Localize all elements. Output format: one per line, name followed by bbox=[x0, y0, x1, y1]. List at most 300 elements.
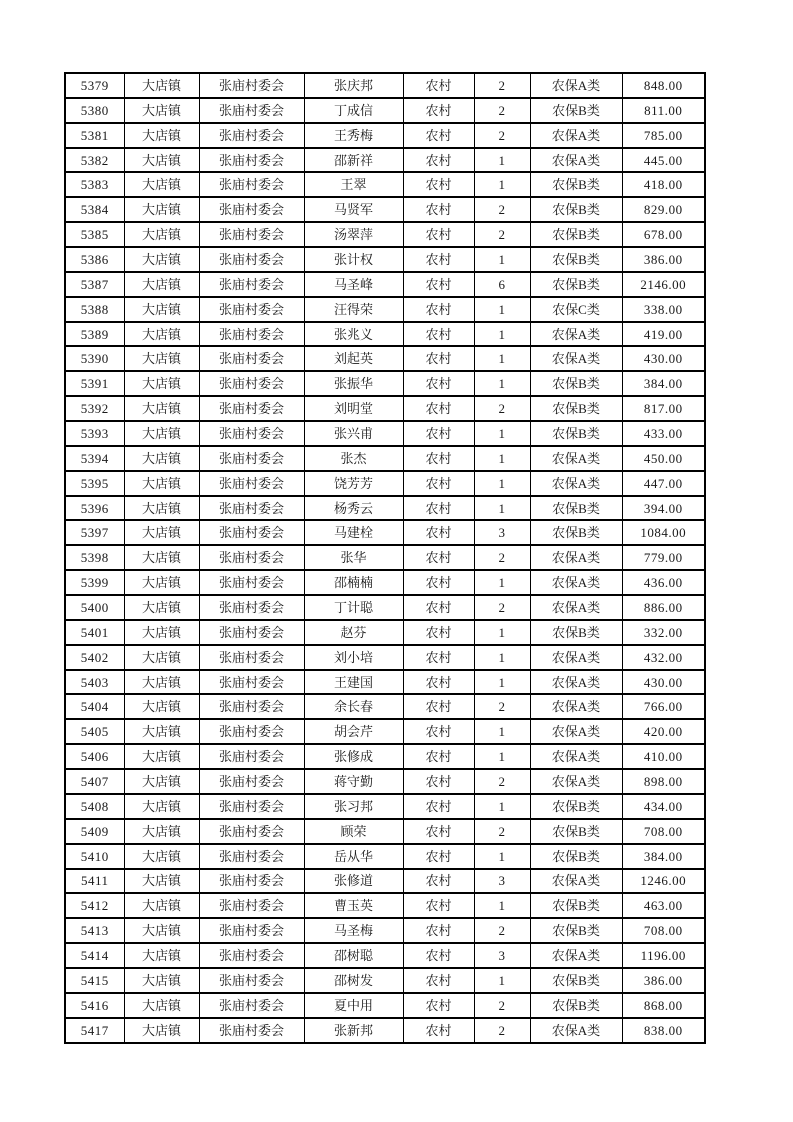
cell-insurance-category: 农保B类 bbox=[530, 172, 622, 197]
cell-residence-type: 农村 bbox=[403, 943, 474, 968]
cell-insurance-category: 农保B类 bbox=[530, 918, 622, 943]
cell-residence-type: 农村 bbox=[403, 744, 474, 769]
cell-person-count: 2 bbox=[474, 769, 530, 794]
cell-person-count: 1 bbox=[474, 247, 530, 272]
cell-residence-type: 农村 bbox=[403, 769, 474, 794]
cell-town: 大店镇 bbox=[124, 396, 199, 421]
cell-record-id: 5405 bbox=[65, 719, 124, 744]
table-row bbox=[65, 222, 705, 247]
cell-person-count: 2 bbox=[474, 918, 530, 943]
cell-amount: 386.00 bbox=[622, 968, 705, 993]
cell-amount: 838.00 bbox=[622, 1018, 705, 1043]
cell-insurance-category: 农保B类 bbox=[530, 197, 622, 222]
cell-amount: 766.00 bbox=[622, 694, 705, 719]
cell-town: 大店镇 bbox=[124, 346, 199, 371]
cell-person-count: 1 bbox=[474, 421, 530, 446]
cell-residence-type: 农村 bbox=[403, 794, 474, 819]
cell-residence-type: 农村 bbox=[403, 496, 474, 521]
cell-amount: 450.00 bbox=[622, 446, 705, 471]
cell-insurance-category: 农保B类 bbox=[530, 396, 622, 421]
cell-person-count: 1 bbox=[474, 794, 530, 819]
cell-person-count: 2 bbox=[474, 545, 530, 570]
table-row bbox=[65, 918, 705, 943]
cell-village-committee: 张庙村委会 bbox=[199, 421, 304, 446]
cell-person-name: 汤翠萍 bbox=[304, 222, 403, 247]
cell-amount: 708.00 bbox=[622, 918, 705, 943]
cell-amount: 432.00 bbox=[622, 645, 705, 670]
cell-person-name: 杨秀云 bbox=[304, 496, 403, 521]
cell-person-name: 张习邦 bbox=[304, 794, 403, 819]
cell-town: 大店镇 bbox=[124, 943, 199, 968]
cell-amount: 785.00 bbox=[622, 123, 705, 148]
cell-insurance-category: 农保B类 bbox=[530, 819, 622, 844]
cell-village-committee: 张庙村委会 bbox=[199, 794, 304, 819]
cell-residence-type: 农村 bbox=[403, 197, 474, 222]
cell-town: 大店镇 bbox=[124, 694, 199, 719]
cell-insurance-category: 农保B类 bbox=[530, 993, 622, 1018]
cell-record-id: 5398 bbox=[65, 545, 124, 570]
cell-village-committee: 张庙村委会 bbox=[199, 943, 304, 968]
cell-person-name: 邵树发 bbox=[304, 968, 403, 993]
cell-amount: 410.00 bbox=[622, 744, 705, 769]
cell-town: 大店镇 bbox=[124, 297, 199, 322]
cell-village-committee: 张庙村委会 bbox=[199, 123, 304, 148]
cell-village-committee: 张庙村委会 bbox=[199, 371, 304, 396]
cell-amount: 434.00 bbox=[622, 794, 705, 819]
table-row bbox=[65, 322, 705, 347]
cell-person-name: 丁成信 bbox=[304, 98, 403, 123]
cell-residence-type: 农村 bbox=[403, 670, 474, 695]
cell-amount: 779.00 bbox=[622, 545, 705, 570]
cell-insurance-category: 农保A类 bbox=[530, 123, 622, 148]
cell-person-count: 1 bbox=[474, 297, 530, 322]
cell-insurance-category: 农保A类 bbox=[530, 545, 622, 570]
cell-village-committee: 张庙村委会 bbox=[199, 172, 304, 197]
table-row bbox=[65, 272, 705, 297]
table-row bbox=[65, 471, 705, 496]
cell-person-name: 饶芳芳 bbox=[304, 471, 403, 496]
cell-person-name: 余长春 bbox=[304, 694, 403, 719]
cell-town: 大店镇 bbox=[124, 719, 199, 744]
cell-village-committee: 张庙村委会 bbox=[199, 520, 304, 545]
cell-person-name: 汪得荣 bbox=[304, 297, 403, 322]
cell-insurance-category: 农保A类 bbox=[530, 446, 622, 471]
cell-residence-type: 农村 bbox=[403, 869, 474, 894]
table-row bbox=[65, 694, 705, 719]
cell-insurance-category: 农保A类 bbox=[530, 471, 622, 496]
cell-record-id: 5410 bbox=[65, 844, 124, 869]
cell-town: 大店镇 bbox=[124, 172, 199, 197]
cell-village-committee: 张庙村委会 bbox=[199, 247, 304, 272]
cell-town: 大店镇 bbox=[124, 247, 199, 272]
cell-person-name: 曹玉英 bbox=[304, 893, 403, 918]
cell-residence-type: 农村 bbox=[403, 446, 474, 471]
table-row bbox=[65, 396, 705, 421]
table-row bbox=[65, 172, 705, 197]
cell-village-committee: 张庙村委会 bbox=[199, 595, 304, 620]
cell-record-id: 5385 bbox=[65, 222, 124, 247]
cell-town: 大店镇 bbox=[124, 620, 199, 645]
cell-record-id: 5386 bbox=[65, 247, 124, 272]
cell-person-count: 1 bbox=[474, 968, 530, 993]
cell-record-id: 5393 bbox=[65, 421, 124, 446]
cell-insurance-category: 农保B类 bbox=[530, 496, 622, 521]
cell-person-name: 顾荣 bbox=[304, 819, 403, 844]
table-row bbox=[65, 943, 705, 968]
cell-amount: 420.00 bbox=[622, 719, 705, 744]
cell-person-count: 1 bbox=[474, 893, 530, 918]
cell-residence-type: 农村 bbox=[403, 893, 474, 918]
table-row bbox=[65, 73, 705, 98]
table-row bbox=[65, 545, 705, 570]
table-row bbox=[65, 297, 705, 322]
cell-amount: 2146.00 bbox=[622, 272, 705, 297]
cell-town: 大店镇 bbox=[124, 645, 199, 670]
cell-amount: 463.00 bbox=[622, 893, 705, 918]
cell-residence-type: 农村 bbox=[403, 545, 474, 570]
cell-town: 大店镇 bbox=[124, 496, 199, 521]
cell-record-id: 5384 bbox=[65, 197, 124, 222]
cell-record-id: 5400 bbox=[65, 595, 124, 620]
cell-town: 大店镇 bbox=[124, 123, 199, 148]
cell-person-name: 蒋守勤 bbox=[304, 769, 403, 794]
cell-person-name: 张计权 bbox=[304, 247, 403, 272]
cell-insurance-category: 农保A类 bbox=[530, 322, 622, 347]
cell-record-id: 5402 bbox=[65, 645, 124, 670]
cell-record-id: 5392 bbox=[65, 396, 124, 421]
cell-village-committee: 张庙村委会 bbox=[199, 645, 304, 670]
cell-village-committee: 张庙村委会 bbox=[199, 968, 304, 993]
cell-person-name: 王秀梅 bbox=[304, 123, 403, 148]
cell-town: 大店镇 bbox=[124, 844, 199, 869]
cell-town: 大店镇 bbox=[124, 222, 199, 247]
benefits-table bbox=[64, 72, 706, 1044]
cell-person-name: 刘明堂 bbox=[304, 396, 403, 421]
cell-person-name: 邵树聪 bbox=[304, 943, 403, 968]
cell-person-count: 1 bbox=[474, 645, 530, 670]
cell-village-committee: 张庙村委会 bbox=[199, 322, 304, 347]
cell-record-id: 5382 bbox=[65, 148, 124, 173]
table-row bbox=[65, 719, 705, 744]
cell-town: 大店镇 bbox=[124, 918, 199, 943]
cell-person-count: 1 bbox=[474, 744, 530, 769]
cell-record-id: 5407 bbox=[65, 769, 124, 794]
cell-amount: 886.00 bbox=[622, 595, 705, 620]
cell-amount: 394.00 bbox=[622, 496, 705, 521]
cell-amount: 1246.00 bbox=[622, 869, 705, 894]
cell-person-count: 1 bbox=[474, 620, 530, 645]
table-row bbox=[65, 148, 705, 173]
cell-person-name: 张修道 bbox=[304, 869, 403, 894]
cell-town: 大店镇 bbox=[124, 993, 199, 1018]
cell-insurance-category: 农保B类 bbox=[530, 247, 622, 272]
cell-person-count: 2 bbox=[474, 993, 530, 1018]
cell-town: 大店镇 bbox=[124, 545, 199, 570]
cell-town: 大店镇 bbox=[124, 471, 199, 496]
cell-village-committee: 张庙村委会 bbox=[199, 98, 304, 123]
cell-residence-type: 农村 bbox=[403, 918, 474, 943]
cell-person-name: 马建栓 bbox=[304, 520, 403, 545]
cell-residence-type: 农村 bbox=[403, 172, 474, 197]
cell-amount: 678.00 bbox=[622, 222, 705, 247]
cell-person-count: 1 bbox=[474, 371, 530, 396]
cell-town: 大店镇 bbox=[124, 520, 199, 545]
cell-residence-type: 农村 bbox=[403, 322, 474, 347]
cell-village-committee: 张庙村委会 bbox=[199, 496, 304, 521]
cell-person-count: 2 bbox=[474, 694, 530, 719]
cell-village-committee: 张庙村委会 bbox=[199, 918, 304, 943]
cell-village-committee: 张庙村委会 bbox=[199, 148, 304, 173]
cell-amount: 817.00 bbox=[622, 396, 705, 421]
cell-insurance-category: 农保A类 bbox=[530, 1018, 622, 1043]
cell-town: 大店镇 bbox=[124, 893, 199, 918]
cell-town: 大店镇 bbox=[124, 73, 199, 98]
cell-insurance-category: 农保A类 bbox=[530, 645, 622, 670]
cell-amount: 338.00 bbox=[622, 297, 705, 322]
cell-person-name: 张兴甫 bbox=[304, 421, 403, 446]
cell-town: 大店镇 bbox=[124, 819, 199, 844]
cell-person-count: 2 bbox=[474, 595, 530, 620]
table-row bbox=[65, 123, 705, 148]
cell-record-id: 5381 bbox=[65, 123, 124, 148]
cell-town: 大店镇 bbox=[124, 148, 199, 173]
cell-person-count: 1 bbox=[474, 172, 530, 197]
cell-person-count: 2 bbox=[474, 197, 530, 222]
cell-amount: 848.00 bbox=[622, 73, 705, 98]
cell-village-committee: 张庙村委会 bbox=[199, 769, 304, 794]
cell-town: 大店镇 bbox=[124, 98, 199, 123]
cell-amount: 430.00 bbox=[622, 346, 705, 371]
cell-residence-type: 农村 bbox=[403, 123, 474, 148]
cell-town: 大店镇 bbox=[124, 869, 199, 894]
cell-person-name: 马圣峰 bbox=[304, 272, 403, 297]
cell-person-count: 1 bbox=[474, 570, 530, 595]
cell-residence-type: 农村 bbox=[403, 719, 474, 744]
table-row bbox=[65, 844, 705, 869]
cell-person-name: 张修成 bbox=[304, 744, 403, 769]
cell-residence-type: 农村 bbox=[403, 148, 474, 173]
cell-insurance-category: 农保A类 bbox=[530, 869, 622, 894]
table-row bbox=[65, 570, 705, 595]
cell-person-count: 1 bbox=[474, 322, 530, 347]
table-row bbox=[65, 496, 705, 521]
cell-insurance-category: 农保B类 bbox=[530, 272, 622, 297]
cell-amount: 811.00 bbox=[622, 98, 705, 123]
cell-record-id: 5389 bbox=[65, 322, 124, 347]
cell-residence-type: 农村 bbox=[403, 520, 474, 545]
cell-record-id: 5406 bbox=[65, 744, 124, 769]
table-row bbox=[65, 421, 705, 446]
table-row bbox=[65, 993, 705, 1018]
cell-person-name: 岳从华 bbox=[304, 844, 403, 869]
cell-amount: 829.00 bbox=[622, 197, 705, 222]
cell-village-committee: 张庙村委会 bbox=[199, 719, 304, 744]
cell-residence-type: 农村 bbox=[403, 222, 474, 247]
cell-village-committee: 张庙村委会 bbox=[199, 396, 304, 421]
cell-record-id: 5401 bbox=[65, 620, 124, 645]
cell-town: 大店镇 bbox=[124, 744, 199, 769]
cell-village-committee: 张庙村委会 bbox=[199, 222, 304, 247]
table-row bbox=[65, 197, 705, 222]
cell-person-name: 赵芬 bbox=[304, 620, 403, 645]
cell-record-id: 5391 bbox=[65, 371, 124, 396]
cell-amount: 332.00 bbox=[622, 620, 705, 645]
cell-residence-type: 农村 bbox=[403, 993, 474, 1018]
cell-insurance-category: 农保B类 bbox=[530, 968, 622, 993]
cell-person-name: 张华 bbox=[304, 545, 403, 570]
cell-residence-type: 农村 bbox=[403, 645, 474, 670]
cell-record-id: 5413 bbox=[65, 918, 124, 943]
cell-insurance-category: 农保A类 bbox=[530, 943, 622, 968]
cell-person-name: 张新邦 bbox=[304, 1018, 403, 1043]
cell-village-committee: 张庙村委会 bbox=[199, 1018, 304, 1043]
cell-insurance-category: 农保B类 bbox=[530, 620, 622, 645]
cell-record-id: 5404 bbox=[65, 694, 124, 719]
cell-amount: 1196.00 bbox=[622, 943, 705, 968]
cell-village-committee: 张庙村委会 bbox=[199, 545, 304, 570]
cell-person-name: 丁计聪 bbox=[304, 595, 403, 620]
cell-town: 大店镇 bbox=[124, 371, 199, 396]
cell-village-committee: 张庙村委会 bbox=[199, 694, 304, 719]
cell-person-count: 2 bbox=[474, 123, 530, 148]
cell-person-count: 1 bbox=[474, 719, 530, 744]
table-row bbox=[65, 595, 705, 620]
cell-record-id: 5409 bbox=[65, 819, 124, 844]
cell-amount: 384.00 bbox=[622, 371, 705, 396]
cell-residence-type: 农村 bbox=[403, 694, 474, 719]
cell-person-count: 2 bbox=[474, 73, 530, 98]
cell-village-committee: 张庙村委会 bbox=[199, 620, 304, 645]
cell-insurance-category: 农保A类 bbox=[530, 73, 622, 98]
cell-insurance-category: 农保A类 bbox=[530, 769, 622, 794]
cell-residence-type: 农村 bbox=[403, 1018, 474, 1043]
cell-record-id: 5383 bbox=[65, 172, 124, 197]
cell-residence-type: 农村 bbox=[403, 396, 474, 421]
table-row bbox=[65, 744, 705, 769]
cell-record-id: 5417 bbox=[65, 1018, 124, 1043]
cell-person-count: 2 bbox=[474, 98, 530, 123]
cell-record-id: 5396 bbox=[65, 496, 124, 521]
cell-town: 大店镇 bbox=[124, 421, 199, 446]
cell-village-committee: 张庙村委会 bbox=[199, 73, 304, 98]
table-row bbox=[65, 968, 705, 993]
cell-person-name: 马贤军 bbox=[304, 197, 403, 222]
cell-person-count: 1 bbox=[474, 148, 530, 173]
cell-record-id: 5395 bbox=[65, 471, 124, 496]
cell-insurance-category: 农保B类 bbox=[530, 893, 622, 918]
cell-town: 大店镇 bbox=[124, 570, 199, 595]
cell-insurance-category: 农保B类 bbox=[530, 794, 622, 819]
cell-person-count: 1 bbox=[474, 446, 530, 471]
table-row bbox=[65, 98, 705, 123]
cell-town: 大店镇 bbox=[124, 794, 199, 819]
cell-record-id: 5397 bbox=[65, 520, 124, 545]
cell-person-name: 张杰 bbox=[304, 446, 403, 471]
cell-village-committee: 张庙村委会 bbox=[199, 993, 304, 1018]
cell-record-id: 5390 bbox=[65, 346, 124, 371]
cell-person-count: 6 bbox=[474, 272, 530, 297]
cell-amount: 384.00 bbox=[622, 844, 705, 869]
cell-person-name: 张庆邦 bbox=[304, 73, 403, 98]
cell-amount: 708.00 bbox=[622, 819, 705, 844]
cell-town: 大店镇 bbox=[124, 446, 199, 471]
cell-insurance-category: 农保A类 bbox=[530, 719, 622, 744]
cell-insurance-category: 农保B类 bbox=[530, 844, 622, 869]
table-row bbox=[65, 247, 705, 272]
cell-record-id: 5411 bbox=[65, 869, 124, 894]
cell-person-count: 2 bbox=[474, 1018, 530, 1043]
cell-record-id: 5412 bbox=[65, 893, 124, 918]
cell-village-committee: 张庙村委会 bbox=[199, 446, 304, 471]
cell-residence-type: 农村 bbox=[403, 570, 474, 595]
cell-insurance-category: 农保A类 bbox=[530, 744, 622, 769]
table-row bbox=[65, 819, 705, 844]
cell-person-count: 2 bbox=[474, 819, 530, 844]
cell-record-id: 5416 bbox=[65, 993, 124, 1018]
table-row bbox=[65, 346, 705, 371]
cell-residence-type: 农村 bbox=[403, 98, 474, 123]
cell-person-count: 1 bbox=[474, 346, 530, 371]
cell-insurance-category: 农保C类 bbox=[530, 297, 622, 322]
cell-town: 大店镇 bbox=[124, 670, 199, 695]
cell-amount: 436.00 bbox=[622, 570, 705, 595]
cell-village-committee: 张庙村委会 bbox=[199, 893, 304, 918]
cell-person-name: 张振华 bbox=[304, 371, 403, 396]
table-row bbox=[65, 769, 705, 794]
cell-record-id: 5399 bbox=[65, 570, 124, 595]
cell-person-name: 马圣梅 bbox=[304, 918, 403, 943]
cell-insurance-category: 农保A类 bbox=[530, 670, 622, 695]
cell-amount: 386.00 bbox=[622, 247, 705, 272]
cell-town: 大店镇 bbox=[124, 197, 199, 222]
cell-record-id: 5403 bbox=[65, 670, 124, 695]
cell-person-count: 2 bbox=[474, 396, 530, 421]
cell-record-id: 5379 bbox=[65, 73, 124, 98]
cell-village-committee: 张庙村委会 bbox=[199, 844, 304, 869]
cell-town: 大店镇 bbox=[124, 272, 199, 297]
cell-town: 大店镇 bbox=[124, 595, 199, 620]
cell-residence-type: 农村 bbox=[403, 272, 474, 297]
cell-person-count: 3 bbox=[474, 520, 530, 545]
table-row bbox=[65, 645, 705, 670]
cell-village-committee: 张庙村委会 bbox=[199, 297, 304, 322]
cell-person-name: 张兆义 bbox=[304, 322, 403, 347]
cell-person-name: 王建国 bbox=[304, 670, 403, 695]
table-row bbox=[65, 869, 705, 894]
cell-village-committee: 张庙村委会 bbox=[199, 272, 304, 297]
cell-person-name: 刘起英 bbox=[304, 346, 403, 371]
cell-residence-type: 农村 bbox=[403, 968, 474, 993]
cell-residence-type: 农村 bbox=[403, 297, 474, 322]
table-row bbox=[65, 446, 705, 471]
cell-village-committee: 张庙村委会 bbox=[199, 744, 304, 769]
cell-record-id: 5414 bbox=[65, 943, 124, 968]
cell-residence-type: 农村 bbox=[403, 346, 474, 371]
cell-person-name: 刘小培 bbox=[304, 645, 403, 670]
cell-person-name: 王翠 bbox=[304, 172, 403, 197]
cell-insurance-category: 农保A类 bbox=[530, 346, 622, 371]
table-row bbox=[65, 620, 705, 645]
cell-amount: 419.00 bbox=[622, 322, 705, 347]
cell-insurance-category: 农保A类 bbox=[530, 570, 622, 595]
cell-amount: 418.00 bbox=[622, 172, 705, 197]
cell-record-id: 5380 bbox=[65, 98, 124, 123]
cell-town: 大店镇 bbox=[124, 322, 199, 347]
cell-residence-type: 农村 bbox=[403, 844, 474, 869]
cell-residence-type: 农村 bbox=[403, 247, 474, 272]
cell-insurance-category: 农保A类 bbox=[530, 148, 622, 173]
cell-town: 大店镇 bbox=[124, 968, 199, 993]
